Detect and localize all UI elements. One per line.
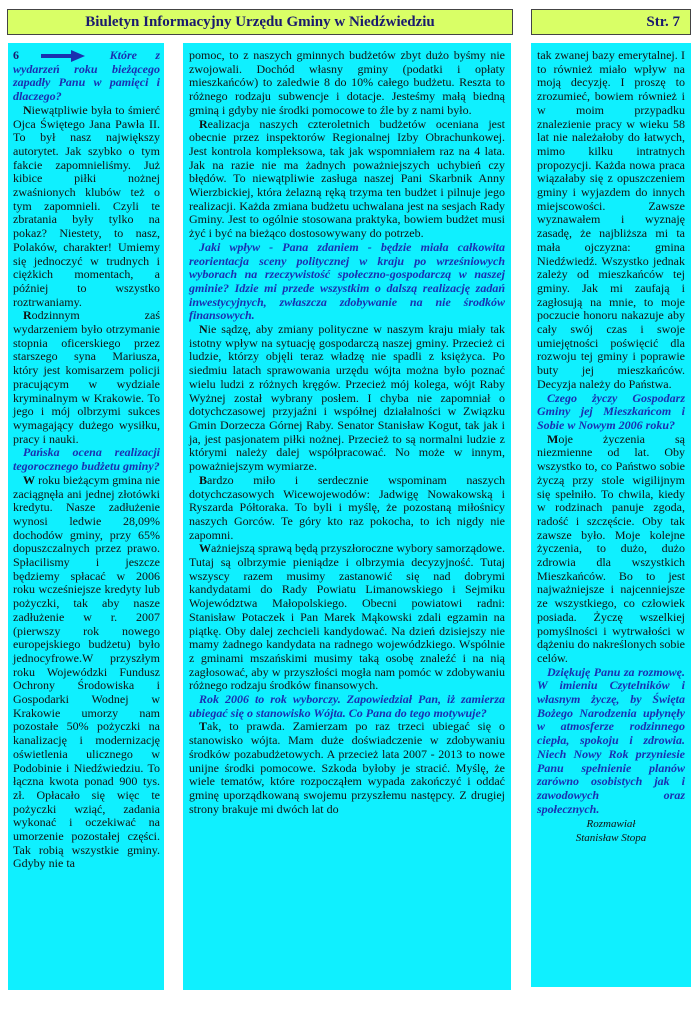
answer-paragraph: tak zwanej bazy emerytalnej. I to również miało wpływ na moją decyzję. I proszę to zrozumieć, bowiem również i w moim przypadku znalezienie pracy w wieku 58 lat nie należałoby do łatwych, mimo kilku intratnych propozycji. Każda nowa praca wiązałaby się z opuszczeniem gminy i wyjazdem do innych miejscowości. Zawsze wyznawałem i wyznaję zasadę, że najbliższa mi ta mała ojczyzna: gmina Niedźwiedź. Wszystko jednak zależy od mieszkańców tej gminy. Jak mi zaufają i zagłosują na mnie, to moje poczucie honoru nakazuje aby cały swój czas i swoje umiejętności poświęcić dla rozwoju tej gminy i poprawie buty jej mieszkańców. Decyzja należy do Państwa. xyxy=(537,48,685,391)
lead-letter: T xyxy=(199,719,208,734)
question-number: 6 xyxy=(13,48,19,62)
column-middle xyxy=(183,43,511,990)
question-text: Jaki wpływ - Pana zdaniem - będzie miała całkowita reorientacja sceny politycznej w kraju po wrześniowych wyborach na rzeczywistość społeczno-gospodarczą w naszej gminie? Idzie mi przede wszystkim o dalszą realizację zadań inwestycyjnych, zwłaszcza zdobywanie na nie środków finansowych. xyxy=(189,239,505,323)
answer-paragraph: pomoc, to z naszych gminnych budżetów zbyt dużo byśmy nie zwojowali. Dochód własny gminy (podatki i opłaty mieszkańców) to zaledwie 8 do 10% całego budżetu. Reszta to różnego rodzaju subwencje i dotacje. Jesteśmy małą biedną gminą i gdyby nie środki pomocowe to źle by z nami było. xyxy=(189,48,505,117)
bulletin-title: Biuletyn Informacyjny Urzędu Gminy w Niedźwiedziu xyxy=(7,9,513,35)
lead-letter: R xyxy=(199,116,208,131)
answer-paragraph: Ważniejszą sprawą będą przyszłoroczne wybory samorządowe. Tutaj są olbrzymie pieniądze i olbrzymia decyzyjność. Tutaj wszyscy razem musimy zastanowić się nad dobrymi kandydatami do Rady Powiatu Limanowskiego i Sejmiku Województwa Małopolskiego. Obecni powiatowi radni: Stanisław Potaczek i Pan Marek Mąkowski zdali egzamin na piątkę. Oby dalej zechcieli kandydować. Na dzień dzisiejszy nie mamy żadnego kandydata na radnego wojewódzkiego. Wspólnie z gminami mszańskimi musimy taką osobę znaleźć i na nią zagłosować, aby w przyszłości mogła nam pomóc w zdobywaniu różnego rodzaju środków finansowych. xyxy=(189,541,505,693)
answer-paragraph: Rodzinnym zaś wydarzeniem było otrzymanie stopnia oficerskiego przez starszego syna Mariusza, który jest komisarzem policji pracującym w wydziale kryminalnym w Krakowie. To jego i mój olbrzymi sukces wymagający dużego wysiłku, pracy i nauki. xyxy=(13,308,160,446)
answer-paragraph: Nie sądzę, aby zmiany polityczne w naszym kraju miały tak istotny wpływ na sytuację gospodarczą naszej gminy. Przecież ci ludzie, którzy objęli teraz władzę nie spadli z księżyca. Po siedmiu latach sprawowania urzędu wójta można było poznać wielu ludzi z różnych kręgów. Przecież mój kolega, wójt Raby Wyżnej został wybrany posłem. I chyba nie zapomniał o dotychczasowej przyjaźni i współnej działalności w Związku Gmin Dorzecza Górnej Raby. Senator Stanisław Kogut, tak jak i ja, jest pasjonatem piłki nożnej. Przecież to są normalni ludzie z którymi należy dalej współpracować. No może w innym, poważniejszym wymiarze. xyxy=(189,322,505,474)
answer-paragraph: Niewątpliwie była to śmierć Ojca Świętego Jana Pawła II. To był nasz największy autorytet. Jak szybko o tym fakcie zapomnieliśmy. Już kibice piłki nożnej zwaśnionych klubów też o tym zapomnieli. Czyli te zbratania były tylko na pokaz? Niestety, to nasz, Polaków, charakter! Umiemy się jednoczyć w trudnych i ciężkich momentach, a później to wszystko roztrwaniamy. xyxy=(13,102,160,309)
answer-paragraph: Tak, to prawda. Zamierzam po raz trzeci ubiegać się o stanowisko wójta. Mam duże doświadczenie w zdobywaniu środków pozabudżetowych. A przecież lata 2007 - 2013 to nowe unijne środki pomocowe. Szkoda byłoby je stracić. Myślę, że wiele tematów, które rozpocząłem wypada zakończyć i oddać gminę uporządkowaną swojemu przyszłemu następcy. Z drugiej strony brakuje mi dwóch lat do xyxy=(189,719,505,816)
answer-paragraph: Realizacja naszych czteroletnich budżetów oceniana jest obecnie przez inspektorów Regionalnej Izby Obrachunkowej. Jest kontrola kompleksowa, tak jak wspomniałem raz na 4 lata. Jak na razie nie ma żadnych poważniejszych uchybień czy błędów. To niewątpliwie zasługa naszej Pani Skarbnik Anny Wierzbickiej, która żelazną ręką trzyma ten budżet i pilnuje jego realizacji. Każda zmiana budżetu uchwalana jest na sesjach Rady Gminy. Jest to ogólnie stosowana praktyka, bowiem budżet musi żyć i być na bieżąco dostosowywany do potrzeb. xyxy=(189,116,505,241)
column-right xyxy=(531,43,691,987)
lead-letter: N xyxy=(199,322,208,337)
page-number: Str. 7 xyxy=(531,9,691,35)
question-text: Czego życzy Gospodarz Gminy jej Mieszkańcom i Sobie w Nowym 2006 roku? xyxy=(537,390,685,432)
answer-paragraph: Moje życzenia są niezmienne od lat. Oby wszystko to, co Państwo sobie życzą przy stole wigilijnym się spełniło. To chwila, kiedy w rodzinach panuje zgoda, radość i szczęście. Oby tak zawsze było. Moje kolejne życzenia, to dużo, dużo zdrowia dla wszystkich Mieszkańców. Bo to jest najważniejsze i najcenniejsze ze wszystkiego, co człowiek posiada. Życzę wszelkiej pomyślności i wytrwałości w dążeniu do nakreślonych sobie celów. xyxy=(537,431,685,665)
interviewer-label: Rozmawiał xyxy=(586,818,636,831)
arrow-right-icon xyxy=(41,50,85,62)
question-text: Pańska ocena realizacji tegorocznego budżetu gminy? xyxy=(13,445,160,474)
question-text: Rok 2006 to rok wyborczy. Zapowiedział Pan, iż zamierza ubiegać się o stanowisko Wójta. Co Pana do tego motywuje? xyxy=(189,692,505,720)
interviewer-name: Stanisław Stopa xyxy=(575,832,647,845)
lead-letter: W xyxy=(199,541,211,556)
lead-letter: R xyxy=(23,308,32,323)
lead-letter: B xyxy=(199,472,208,487)
lead-letter: N xyxy=(23,102,32,117)
question-intro xyxy=(13,49,160,104)
closing-text: Dziękuję Panu za rozmowę. W imieniu Czytelników i własnym życzę, by Święta Bożego Narodzenia upłynęły w atmosferze rodzinnego ciepła, spokoju i zdrowia. Niech Nowy Rok przyniesie Panu spełnienie planów zarówno osobistych jak i zawodowych oraz społecznych. xyxy=(537,664,685,816)
answer-paragraph: W roku bieżącym gmina nie zaciągnęła ani jednej złotówki kredytu. Nasze zadłużenie wynosi ledwie 28,09% dochodów gminy, przy 65% dopuszczalnych przez prawo. Spłacilismy i jeszcze będziemy spłacać w 2006 roku wcześniejsze kredyty lub pożyczki, tak aby nasze zadłużenie w r. 2007 (pierwszy rok nowego europejskiego budżetu) było jednocyfrowe.W przyszłym roku Wojewódzki Fundusz Ochrony Środowiska i Gospodarki Wodnej w Krakowie umorzy nam pozostałe 50% pożyczki na kanalizację i modernizację oświetlenia ulicznego w Podobinie i Niedźwiedziu. To łączna kwota ponad 900 tys. zł. Opłacało się więc te pożyczki wziąć, zadania wykonać i oczekiwać na umorzenie pozostałej części. Tak robią wszystkie gminy. Gdyby nie ta xyxy=(13,472,160,871)
column-left xyxy=(8,43,164,990)
question-text: Które z wydarzeń roku bieżącego zapadły Panu w pamięci i dlaczego? xyxy=(13,48,160,104)
lead-letter: W xyxy=(23,472,35,487)
answer-paragraph: Bardzo miło i serdecznie wspominam naszych dotychczasowych Wicewojewodów: Jadwigę Nowakowską i Ryszarda Półtoraka. To byli i myślę, że pozostaną miłośnicy naszych Gorców. Te góry kto raz pokocha, to ich nigdy nie zapomni. xyxy=(189,472,505,542)
lead-letter: M xyxy=(547,431,559,446)
